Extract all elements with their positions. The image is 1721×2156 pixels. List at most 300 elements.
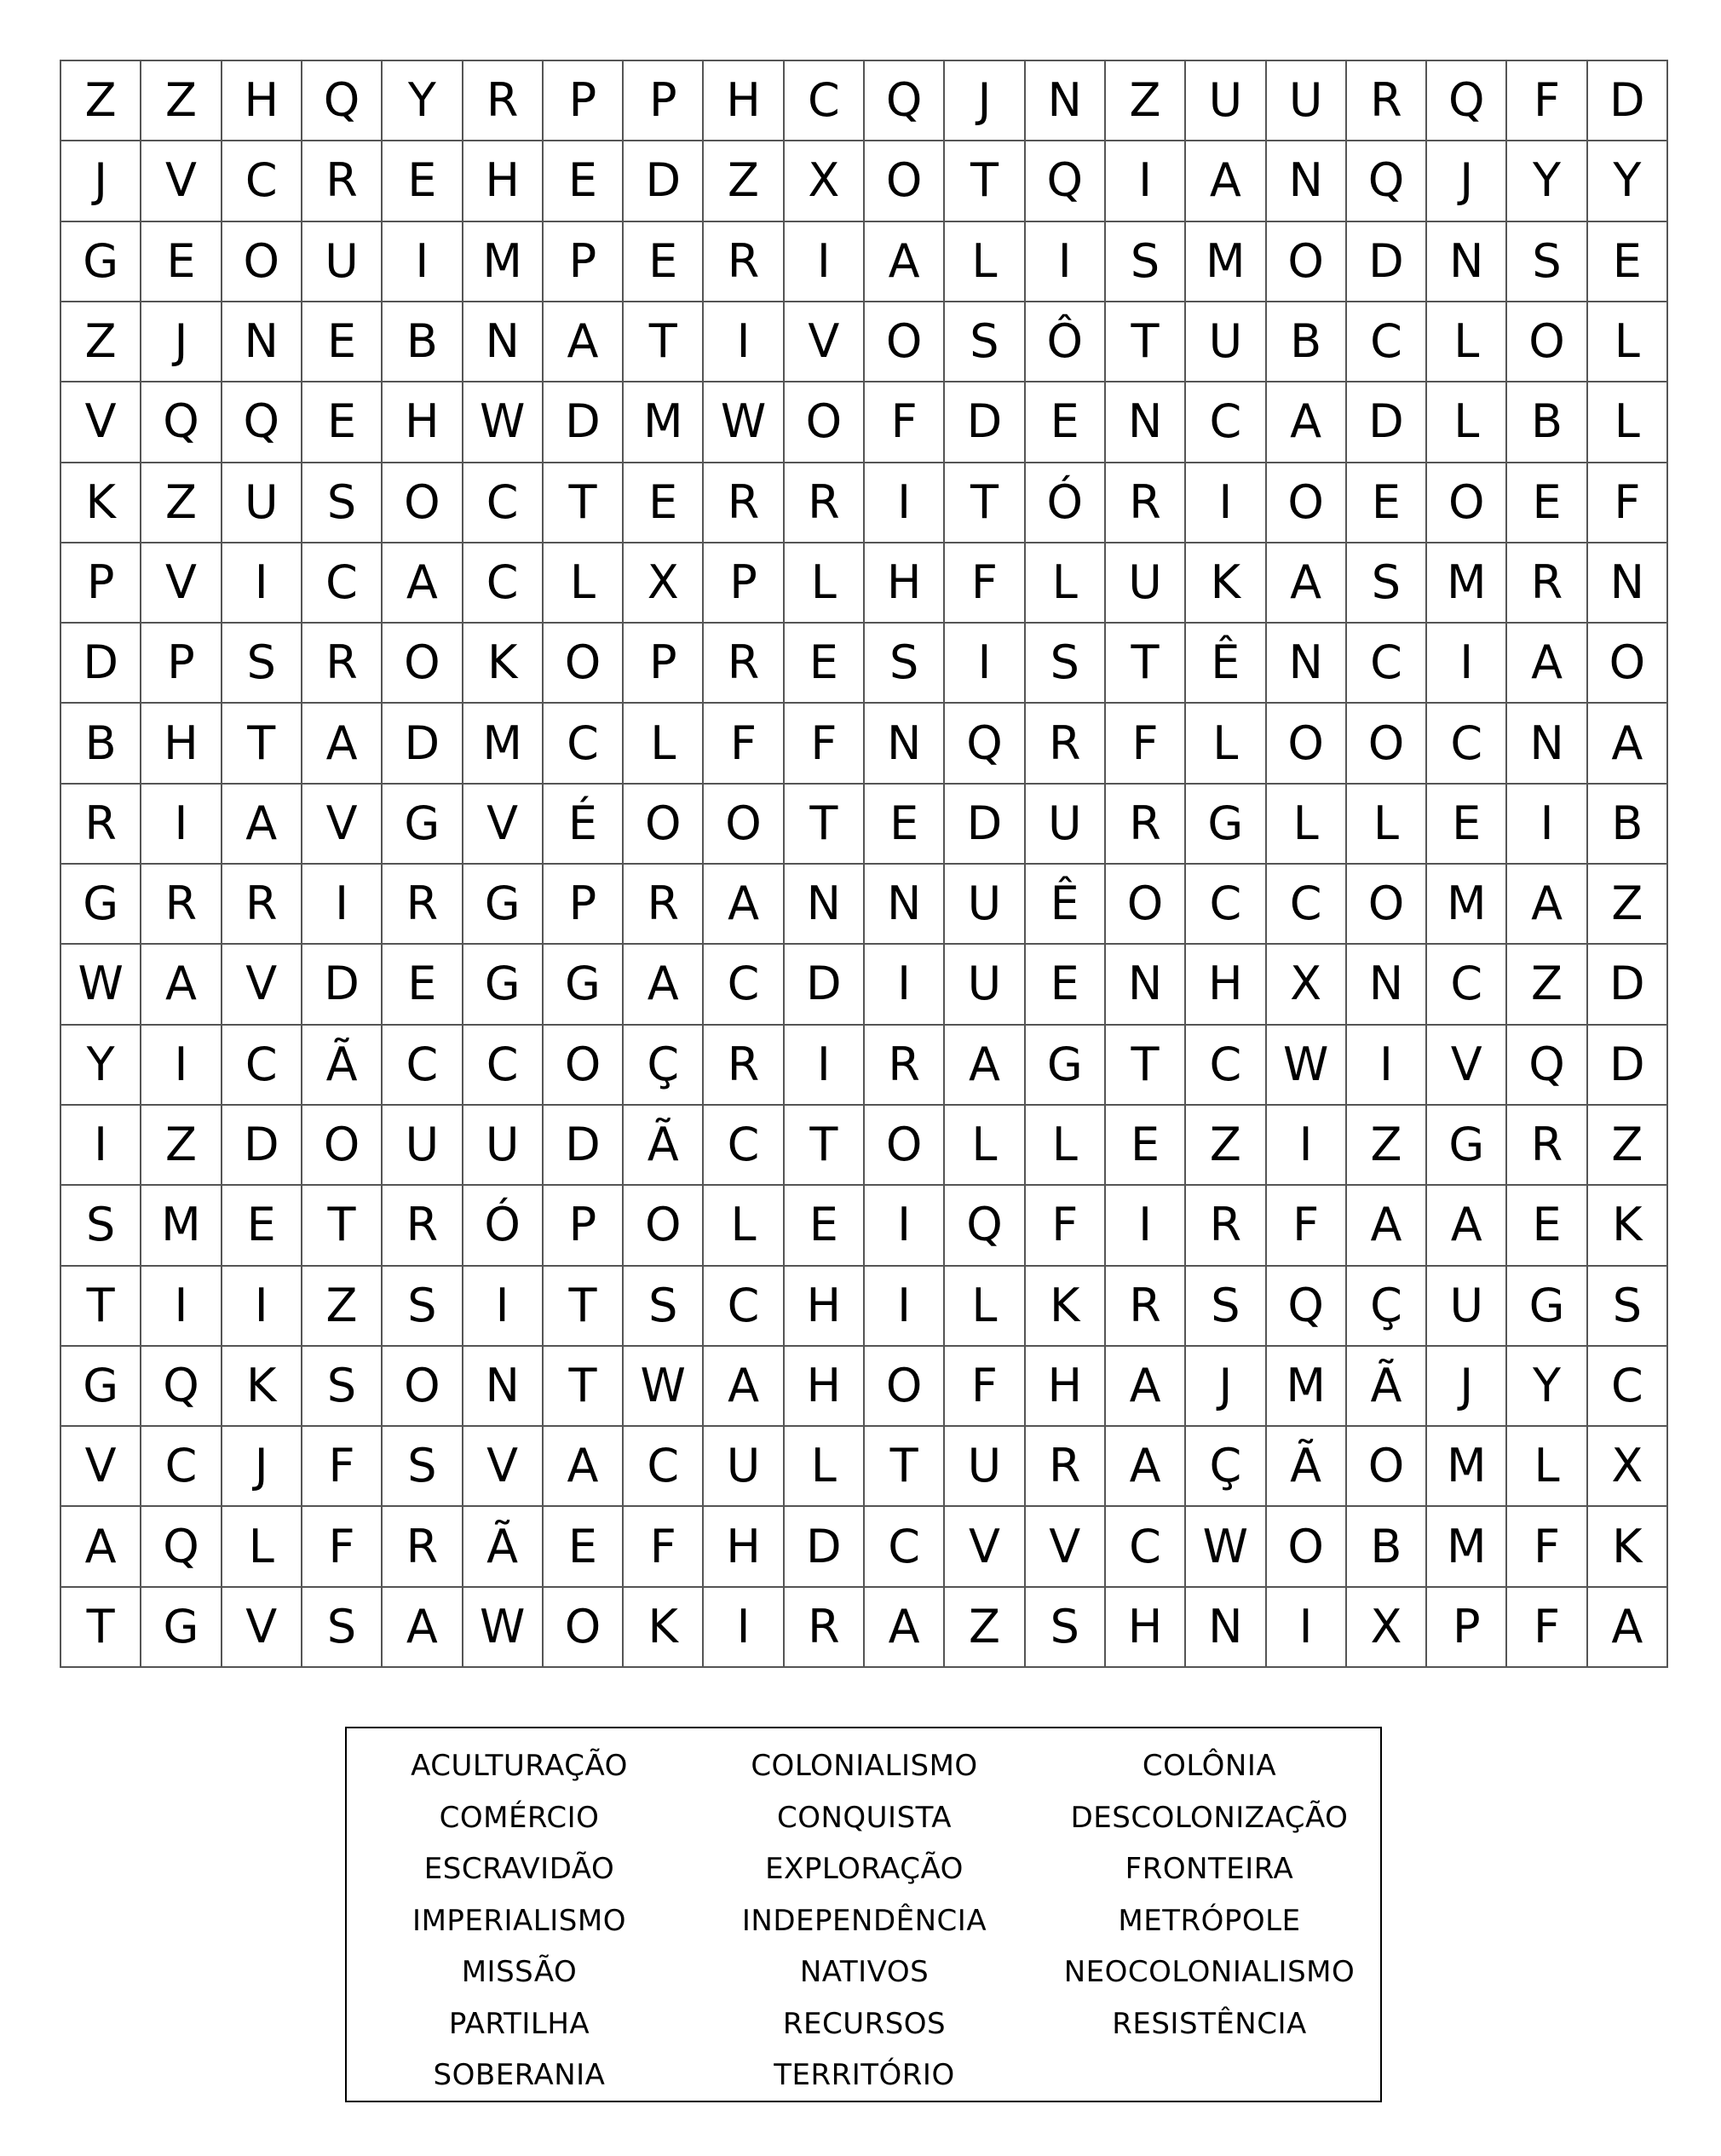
grid-cell[interactable]: O (1507, 302, 1587, 382)
grid-cell[interactable]: U (1026, 785, 1106, 865)
grid-cell[interactable]: Q (141, 1347, 222, 1427)
grid-cell[interactable]: D (1347, 382, 1427, 463)
grid-cell[interactable]: A (704, 865, 784, 945)
grid-cell[interactable]: J (141, 302, 222, 382)
grid-cell[interactable]: C (1267, 865, 1347, 945)
grid-cell[interactable]: R (785, 463, 865, 543)
grid-cell[interactable]: F (865, 382, 945, 463)
grid-cell[interactable]: E (1026, 945, 1106, 1025)
grid-cell[interactable]: X (1588, 1427, 1668, 1507)
grid-cell[interactable]: P (544, 1186, 624, 1266)
grid-cell[interactable]: I (141, 1026, 222, 1106)
grid-cell[interactable]: U (704, 1427, 784, 1507)
grid-cell[interactable]: I (865, 1186, 945, 1266)
grid-cell[interactable]: L (945, 222, 1025, 302)
grid-cell[interactable]: K (1186, 543, 1266, 624)
grid-cell[interactable]: H (222, 61, 302, 141)
grid-cell[interactable]: O (1267, 1507, 1347, 1587)
grid-cell[interactable]: O (1267, 704, 1347, 784)
grid-cell[interactable]: Ã (624, 1106, 704, 1186)
grid-cell[interactable]: I (141, 1267, 222, 1347)
grid-cell[interactable]: Ç (1186, 1427, 1266, 1507)
grid-cell[interactable]: R (61, 785, 141, 865)
grid-cell[interactable]: F (785, 704, 865, 784)
grid-cell[interactable]: I (1507, 785, 1587, 865)
grid-cell[interactable]: Z (141, 1106, 222, 1186)
grid-cell[interactable]: O (544, 1026, 624, 1106)
grid-cell[interactable]: P (141, 624, 222, 704)
grid-cell[interactable]: V (61, 382, 141, 463)
grid-cell[interactable]: W (463, 382, 544, 463)
grid-cell[interactable]: N (1186, 1588, 1266, 1668)
grid-cell[interactable]: G (383, 785, 463, 865)
grid-cell[interactable]: N (1507, 704, 1587, 784)
grid-cell[interactable]: R (1106, 1267, 1186, 1347)
grid-cell[interactable]: J (222, 1427, 302, 1507)
grid-cell[interactable]: O (1427, 463, 1507, 543)
grid-cell[interactable]: I (302, 865, 383, 945)
grid-cell[interactable]: O (704, 785, 784, 865)
grid-cell[interactable]: R (463, 61, 544, 141)
grid-cell[interactable]: C (1588, 1347, 1668, 1427)
grid-cell[interactable]: Q (141, 382, 222, 463)
grid-cell[interactable]: V (785, 302, 865, 382)
grid-cell[interactable]: I (865, 463, 945, 543)
grid-cell[interactable]: R (1347, 61, 1427, 141)
grid-cell[interactable]: H (1106, 1588, 1186, 1668)
grid-cell[interactable]: S (624, 1267, 704, 1347)
grid-cell[interactable]: U (945, 1427, 1025, 1507)
grid-cell[interactable]: C (1347, 302, 1427, 382)
grid-cell[interactable]: R (222, 865, 302, 945)
grid-cell[interactable]: T (785, 1106, 865, 1186)
grid-cell[interactable]: R (785, 1588, 865, 1668)
grid-cell[interactable]: A (865, 1588, 945, 1668)
grid-cell[interactable]: E (141, 222, 222, 302)
grid-cell[interactable]: E (302, 382, 383, 463)
grid-cell[interactable]: U (945, 865, 1025, 945)
grid-cell[interactable]: D (222, 1106, 302, 1186)
grid-cell[interactable]: Z (141, 61, 222, 141)
grid-cell[interactable]: C (1186, 1026, 1266, 1106)
grid-cell[interactable]: G (1186, 785, 1266, 865)
grid-cell[interactable]: Ó (463, 1186, 544, 1266)
grid-cell[interactable]: T (624, 302, 704, 382)
grid-cell[interactable]: R (1186, 1186, 1266, 1266)
grid-cell[interactable]: N (463, 302, 544, 382)
grid-cell[interactable]: A (141, 945, 222, 1025)
grid-cell[interactable]: H (785, 1347, 865, 1427)
grid-cell[interactable]: O (1267, 463, 1347, 543)
grid-cell[interactable]: F (945, 543, 1025, 624)
grid-cell[interactable]: O (865, 1106, 945, 1186)
grid-cell[interactable]: I (61, 1106, 141, 1186)
grid-cell[interactable]: M (1186, 222, 1266, 302)
grid-cell[interactable]: S (383, 1267, 463, 1347)
grid-cell[interactable]: H (383, 382, 463, 463)
grid-cell[interactable]: C (383, 1026, 463, 1106)
grid-cell[interactable]: Z (1186, 1106, 1266, 1186)
grid-cell[interactable]: A (1106, 1427, 1186, 1507)
grid-cell[interactable]: L (1588, 382, 1668, 463)
grid-cell[interactable]: P (544, 222, 624, 302)
grid-cell[interactable]: A (1588, 704, 1668, 784)
grid-cell[interactable]: D (1588, 1026, 1668, 1106)
grid-cell[interactable]: I (1267, 1106, 1347, 1186)
grid-cell[interactable]: Z (302, 1267, 383, 1347)
grid-cell[interactable]: B (61, 704, 141, 784)
grid-cell[interactable]: G (1026, 1026, 1106, 1106)
grid-cell[interactable]: C (302, 543, 383, 624)
grid-cell[interactable]: U (1186, 302, 1266, 382)
grid-cell[interactable]: A (865, 222, 945, 302)
grid-cell[interactable]: E (865, 785, 945, 865)
grid-cell[interactable]: G (463, 945, 544, 1025)
grid-cell[interactable]: X (624, 543, 704, 624)
grid-cell[interactable]: O (785, 382, 865, 463)
grid-cell[interactable]: U (383, 1106, 463, 1186)
grid-cell[interactable]: M (1427, 1507, 1507, 1587)
grid-cell[interactable]: C (222, 141, 302, 221)
grid-cell[interactable]: A (1507, 624, 1587, 704)
grid-cell[interactable]: O (544, 624, 624, 704)
grid-cell[interactable]: T (945, 463, 1025, 543)
grid-cell[interactable]: U (463, 1106, 544, 1186)
grid-cell[interactable]: I (1347, 1026, 1427, 1106)
grid-cell[interactable]: I (1427, 624, 1507, 704)
grid-cell[interactable]: M (1267, 1347, 1347, 1427)
grid-cell[interactable]: S (1106, 222, 1186, 302)
grid-cell[interactable]: S (945, 302, 1025, 382)
grid-cell[interactable]: I (463, 1267, 544, 1347)
grid-cell[interactable]: G (141, 1588, 222, 1668)
grid-cell[interactable]: A (1588, 1588, 1668, 1668)
grid-cell[interactable]: B (1588, 785, 1668, 865)
grid-cell[interactable]: D (544, 1106, 624, 1186)
grid-cell[interactable]: H (704, 61, 784, 141)
grid-cell[interactable]: L (1588, 302, 1668, 382)
grid-cell[interactable]: W (624, 1347, 704, 1427)
grid-cell[interactable]: E (544, 1507, 624, 1587)
grid-cell[interactable]: R (1026, 704, 1106, 784)
grid-cell[interactable]: Q (222, 382, 302, 463)
grid-cell[interactable]: S (1347, 543, 1427, 624)
grid-cell[interactable]: C (865, 1507, 945, 1587)
grid-cell[interactable]: M (463, 222, 544, 302)
grid-cell[interactable]: Q (1507, 1026, 1587, 1106)
grid-cell[interactable]: Q (1267, 1267, 1347, 1347)
grid-cell[interactable]: F (1588, 463, 1668, 543)
grid-cell[interactable]: K (1026, 1267, 1106, 1347)
grid-cell[interactable]: S (865, 624, 945, 704)
grid-cell[interactable]: E (1347, 463, 1427, 543)
grid-cell[interactable]: L (624, 704, 704, 784)
grid-cell[interactable]: W (1186, 1507, 1266, 1587)
grid-cell[interactable]: I (222, 1267, 302, 1347)
grid-cell[interactable]: S (383, 1427, 463, 1507)
grid-cell[interactable]: L (1026, 1106, 1106, 1186)
grid-cell[interactable]: I (785, 1026, 865, 1106)
grid-cell[interactable]: C (624, 1427, 704, 1507)
grid-cell[interactable]: E (624, 463, 704, 543)
grid-cell[interactable]: L (945, 1106, 1025, 1186)
grid-cell[interactable]: G (463, 865, 544, 945)
grid-cell[interactable]: V (222, 945, 302, 1025)
grid-cell[interactable]: E (383, 945, 463, 1025)
grid-cell[interactable]: Ã (463, 1507, 544, 1587)
grid-cell[interactable]: N (1026, 61, 1106, 141)
grid-cell[interactable]: A (1186, 141, 1266, 221)
grid-cell[interactable]: A (1427, 1186, 1507, 1266)
grid-cell[interactable]: L (1267, 785, 1347, 865)
grid-cell[interactable]: N (865, 704, 945, 784)
grid-cell[interactable]: F (1507, 61, 1587, 141)
grid-cell[interactable]: C (463, 543, 544, 624)
grid-cell[interactable]: Z (1347, 1106, 1427, 1186)
grid-cell[interactable]: S (61, 1186, 141, 1266)
grid-cell[interactable]: O (1588, 624, 1668, 704)
grid-cell[interactable]: A (544, 1427, 624, 1507)
grid-cell[interactable]: R (383, 865, 463, 945)
grid-cell[interactable]: J (61, 141, 141, 221)
grid-cell[interactable]: Ê (1026, 865, 1106, 945)
grid-cell[interactable]: D (544, 382, 624, 463)
grid-cell[interactable]: V (222, 1588, 302, 1668)
grid-cell[interactable]: Ç (624, 1026, 704, 1106)
grid-cell[interactable]: Ê (1186, 624, 1266, 704)
grid-cell[interactable]: E (1507, 463, 1587, 543)
grid-cell[interactable]: C (785, 61, 865, 141)
grid-cell[interactable]: S (302, 1347, 383, 1427)
grid-cell[interactable]: Z (945, 1588, 1025, 1668)
grid-cell[interactable]: V (302, 785, 383, 865)
grid-cell[interactable]: O (222, 222, 302, 302)
grid-cell[interactable]: Z (61, 61, 141, 141)
grid-cell[interactable]: N (1106, 945, 1186, 1025)
grid-cell[interactable]: C (1186, 865, 1266, 945)
grid-cell[interactable]: O (865, 1347, 945, 1427)
grid-cell[interactable]: A (383, 1588, 463, 1668)
grid-cell[interactable]: S (1026, 1588, 1106, 1668)
grid-cell[interactable]: A (1507, 865, 1587, 945)
grid-cell[interactable]: V (1427, 1026, 1507, 1106)
grid-cell[interactable]: F (704, 704, 784, 784)
grid-cell[interactable]: A (1267, 382, 1347, 463)
grid-cell[interactable]: E (1427, 785, 1507, 865)
grid-cell[interactable]: T (302, 1186, 383, 1266)
grid-cell[interactable]: T (544, 1267, 624, 1347)
grid-cell[interactable]: R (624, 865, 704, 945)
grid-cell[interactable]: X (1347, 1588, 1427, 1668)
grid-cell[interactable]: V (463, 785, 544, 865)
grid-cell[interactable]: M (463, 704, 544, 784)
grid-cell[interactable]: L (1026, 543, 1106, 624)
grid-cell[interactable]: X (1267, 945, 1347, 1025)
grid-cell[interactable]: H (463, 141, 544, 221)
grid-cell[interactable]: I (865, 1267, 945, 1347)
grid-cell[interactable]: N (1588, 543, 1668, 624)
grid-cell[interactable]: R (1026, 1427, 1106, 1507)
grid-cell[interactable]: P (624, 624, 704, 704)
grid-cell[interactable]: A (61, 1507, 141, 1587)
grid-cell[interactable]: J (1427, 141, 1507, 221)
grid-cell[interactable]: T (222, 704, 302, 784)
grid-cell[interactable]: O (865, 302, 945, 382)
grid-cell[interactable]: J (1186, 1347, 1266, 1427)
grid-cell[interactable]: N (463, 1347, 544, 1427)
grid-cell[interactable]: D (945, 382, 1025, 463)
grid-cell[interactable]: B (1347, 1507, 1427, 1587)
grid-cell[interactable]: E (1026, 382, 1106, 463)
grid-cell[interactable]: Ó (1026, 463, 1106, 543)
grid-cell[interactable]: T (544, 1347, 624, 1427)
grid-cell[interactable]: E (544, 141, 624, 221)
grid-cell[interactable]: K (463, 624, 544, 704)
grid-cell[interactable]: R (865, 1026, 945, 1106)
grid-cell[interactable]: Y (1507, 1347, 1587, 1427)
grid-cell[interactable]: R (302, 624, 383, 704)
grid-cell[interactable]: R (704, 222, 784, 302)
grid-cell[interactable]: N (1267, 141, 1347, 221)
grid-cell[interactable]: S (1507, 222, 1587, 302)
grid-cell[interactable]: T (1106, 624, 1186, 704)
grid-cell[interactable]: G (1427, 1106, 1507, 1186)
grid-cell[interactable]: W (1267, 1026, 1347, 1106)
grid-cell[interactable]: F (1507, 1588, 1587, 1668)
grid-cell[interactable]: O (624, 785, 704, 865)
grid-cell[interactable]: W (704, 382, 784, 463)
grid-cell[interactable]: E (383, 141, 463, 221)
grid-cell[interactable]: N (1347, 945, 1427, 1025)
grid-cell[interactable]: N (222, 302, 302, 382)
grid-cell[interactable]: P (61, 543, 141, 624)
grid-cell[interactable]: Q (945, 1186, 1025, 1266)
grid-cell[interactable]: Ã (302, 1026, 383, 1106)
grid-cell[interactable]: I (945, 624, 1025, 704)
grid-cell[interactable]: B (1507, 382, 1587, 463)
grid-cell[interactable]: R (704, 1026, 784, 1106)
grid-cell[interactable]: N (1267, 624, 1347, 704)
grid-cell[interactable]: L (222, 1507, 302, 1587)
grid-cell[interactable]: K (624, 1588, 704, 1668)
grid-cell[interactable]: M (141, 1186, 222, 1266)
grid-cell[interactable]: Z (1588, 865, 1668, 945)
grid-cell[interactable]: K (222, 1347, 302, 1427)
grid-cell[interactable]: F (1267, 1186, 1347, 1266)
grid-cell[interactable]: R (704, 624, 784, 704)
grid-cell[interactable]: E (1507, 1186, 1587, 1266)
grid-cell[interactable]: S (1186, 1267, 1266, 1347)
grid-cell[interactable]: R (383, 1186, 463, 1266)
grid-cell[interactable]: D (1347, 222, 1427, 302)
grid-cell[interactable]: A (1106, 1347, 1186, 1427)
grid-cell[interactable]: Y (1588, 141, 1668, 221)
grid-cell[interactable]: R (1507, 1106, 1587, 1186)
grid-cell[interactable]: K (61, 463, 141, 543)
grid-cell[interactable]: M (1427, 543, 1507, 624)
grid-cell[interactable]: A (945, 1026, 1025, 1106)
grid-cell[interactable]: O (1267, 222, 1347, 302)
grid-cell[interactable]: L (1347, 785, 1427, 865)
grid-cell[interactable]: Z (141, 463, 222, 543)
grid-cell[interactable]: Q (945, 704, 1025, 784)
grid-cell[interactable]: O (302, 1106, 383, 1186)
grid-cell[interactable]: E (785, 1186, 865, 1266)
grid-cell[interactable]: C (1347, 624, 1427, 704)
grid-cell[interactable]: I (1267, 1588, 1347, 1668)
grid-cell[interactable]: O (1106, 865, 1186, 945)
grid-cell[interactable]: N (865, 865, 945, 945)
grid-cell[interactable]: É (544, 785, 624, 865)
grid-cell[interactable]: Z (1588, 1106, 1668, 1186)
grid-cell[interactable]: D (1588, 61, 1668, 141)
grid-cell[interactable]: D (785, 945, 865, 1025)
grid-cell[interactable]: Q (141, 1507, 222, 1587)
grid-cell[interactable]: C (704, 1106, 784, 1186)
grid-cell[interactable]: N (785, 865, 865, 945)
grid-cell[interactable]: Q (1026, 141, 1106, 221)
grid-cell[interactable]: B (1267, 302, 1347, 382)
grid-cell[interactable]: I (785, 222, 865, 302)
grid-cell[interactable]: H (141, 704, 222, 784)
grid-cell[interactable]: O (624, 1186, 704, 1266)
grid-cell[interactable]: U (222, 463, 302, 543)
grid-cell[interactable]: A (302, 704, 383, 784)
grid-cell[interactable]: C (704, 945, 784, 1025)
grid-cell[interactable]: E (1106, 1106, 1186, 1186)
grid-cell[interactable]: O (1347, 865, 1427, 945)
grid-cell[interactable]: S (222, 624, 302, 704)
grid-cell[interactable]: F (624, 1507, 704, 1587)
grid-cell[interactable]: R (1106, 463, 1186, 543)
grid-cell[interactable]: A (704, 1347, 784, 1427)
grid-cell[interactable]: I (865, 945, 945, 1025)
grid-cell[interactable]: U (945, 945, 1025, 1025)
grid-cell[interactable]: G (61, 222, 141, 302)
grid-cell[interactable]: Z (704, 141, 784, 221)
grid-cell[interactable]: Y (383, 61, 463, 141)
grid-cell[interactable]: V (61, 1427, 141, 1507)
grid-cell[interactable]: F (945, 1347, 1025, 1427)
grid-cell[interactable]: Y (61, 1026, 141, 1106)
grid-cell[interactable]: G (544, 945, 624, 1025)
grid-cell[interactable]: I (1106, 1186, 1186, 1266)
grid-cell[interactable]: S (302, 1588, 383, 1668)
grid-cell[interactable]: W (61, 945, 141, 1025)
grid-cell[interactable]: L (1186, 704, 1266, 784)
grid-cell[interactable]: V (141, 141, 222, 221)
grid-cell[interactable]: L (785, 1427, 865, 1507)
grid-cell[interactable]: Q (1427, 61, 1507, 141)
grid-cell[interactable]: V (945, 1507, 1025, 1587)
grid-cell[interactable]: D (383, 704, 463, 784)
grid-cell[interactable]: M (624, 382, 704, 463)
grid-cell[interactable]: F (302, 1427, 383, 1507)
grid-cell[interactable]: R (704, 463, 784, 543)
grid-cell[interactable]: R (1507, 543, 1587, 624)
grid-cell[interactable]: E (302, 302, 383, 382)
grid-cell[interactable]: S (302, 463, 383, 543)
grid-cell[interactable]: L (1427, 302, 1507, 382)
grid-cell[interactable]: R (383, 1507, 463, 1587)
grid-cell[interactable]: A (1347, 1186, 1427, 1266)
grid-cell[interactable]: A (544, 302, 624, 382)
grid-cell[interactable]: T (945, 141, 1025, 221)
grid-cell[interactable]: R (1106, 785, 1186, 865)
grid-cell[interactable]: O (1347, 704, 1427, 784)
grid-cell[interactable]: E (222, 1186, 302, 1266)
grid-cell[interactable]: P (544, 865, 624, 945)
